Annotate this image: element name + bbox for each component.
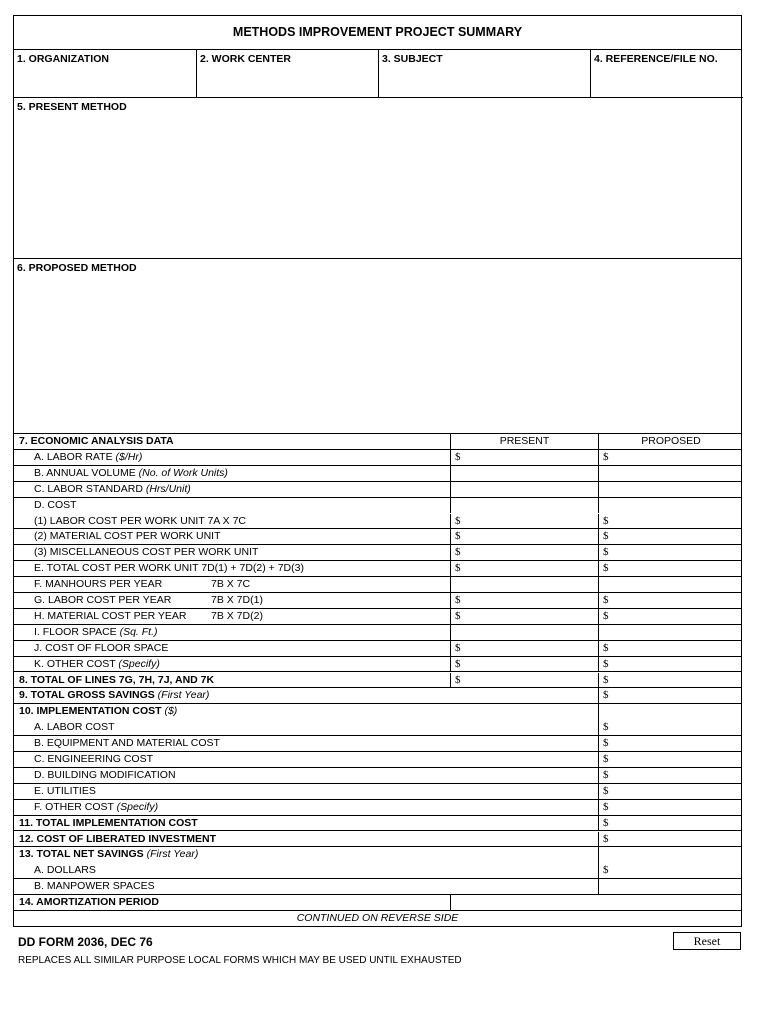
table-row [14,720,741,736]
table-row [14,641,741,657]
proposed-method-label: 6. PROPOSED METHOD [17,262,137,274]
table-row [14,768,741,784]
row-label: B. MANPOWER SPACES [34,880,155,893]
dollar-sign: $ [455,514,461,527]
table-row [14,498,741,514]
work-center-label: 2. WORK CENTER [200,53,292,65]
dollar-sign: $ [603,721,609,734]
reference-box [590,50,743,98]
row-label: I. FLOOR SPACE [34,625,117,638]
amortization-period-input[interactable] [455,896,741,909]
dollar-sign: $ [603,784,609,797]
row-note: (Sq. Ft.) [119,625,158,638]
table-row [14,736,741,752]
dollar-sign: $ [455,609,461,622]
material-cost-year-present-input[interactable] [464,610,596,623]
labor-standard-proposed-input[interactable] [612,483,741,496]
row-label: 8. TOTAL OF LINES 7G, 7H, 7J, AND 7K [19,673,215,686]
row-label: J. COST OF FLOOR SPACE [34,641,169,654]
row-formula: 7B X 7D(1) [211,594,263,606]
impl-other-cost-input[interactable] [612,801,741,814]
subject-field[interactable] [381,68,588,95]
dollar-sign: $ [603,609,609,622]
dollar-sign: $ [455,657,461,670]
row-note: (Hrs/Unit) [145,482,191,495]
table-row [14,673,741,689]
dollar-sign: $ [603,562,609,575]
row-note: (First Year) [146,848,199,861]
table-row [14,450,741,466]
form-number: DD FORM 2036, DEC 76 [18,935,153,949]
table-row [14,879,741,895]
table-row [14,688,741,704]
dollar-sign: $ [603,514,609,527]
dollar-sign: $ [603,816,609,829]
dollar-sign: $ [603,864,609,877]
dollar-sign: $ [603,673,609,686]
proposed-method-box [14,259,741,434]
dollar-sign: $ [455,673,461,686]
dollar-sign: $ [603,737,609,750]
proposed-method-field[interactable] [17,277,738,430]
dollar-sign: $ [603,546,609,559]
present-method-box [14,98,741,259]
table-row [14,816,741,832]
row-note: (No. of Work Units) [138,466,228,479]
row-label: K. OTHER COST [34,657,116,670]
table-row [14,593,741,609]
subject-label: 3. SUBJECT [382,53,443,65]
table-row [14,561,741,577]
total-lines-present-input[interactable] [464,674,596,687]
floor-space-cost-present-input[interactable] [464,642,596,655]
row-label: D. BUILDING MODIFICATION [34,768,176,781]
material-cost-year-proposed-input[interactable] [612,610,741,623]
row-label: (1) LABOR COST PER WORK UNIT 7A X 7C [34,514,246,527]
dollar-sign: $ [455,641,461,654]
row-label: H. MATERIAL COST PER YEAR [34,609,187,622]
dollar-sign: $ [455,530,461,543]
row-label: A. DOLLARS [34,864,96,877]
row-label: A. LABOR RATE [34,450,113,463]
dollar-sign: $ [603,641,609,654]
present-method-field[interactable] [17,116,738,255]
work-center-box [196,50,378,98]
row-formula: 7B X 7C [211,578,251,591]
dollar-sign: $ [603,753,609,765]
labor-rate-proposed-input[interactable] [612,451,741,464]
table-row [14,863,741,879]
row-label: 12. COST OF LIBERATED INVESTMENT [19,832,216,845]
row-note: (Specify) [116,800,159,813]
labor-cost-per-unit-proposed-input[interactable] [612,515,741,528]
net-savings-dollars-input[interactable] [612,864,741,877]
impl-engineering-cost-input[interactable] [612,753,741,766]
dollar-sign: $ [455,594,461,606]
row-label: (2) MATERIAL COST PER WORK UNIT [34,530,221,543]
table-row [14,609,741,625]
dollar-sign: $ [603,594,609,606]
row-note: ($/Hr) [115,450,143,463]
dollar-sign: $ [455,562,461,575]
table-row [14,466,741,482]
dollar-sign: $ [455,546,461,559]
other-cost-present-input[interactable] [464,658,596,671]
labor-cost-year-proposed-input[interactable] [612,594,741,607]
total-lines-proposed-input[interactable] [612,674,741,687]
row-label: E. TOTAL COST PER WORK UNIT 7D(1) + 7D(2) + 7D(3) [34,562,304,575]
row-label: F. MANHOURS PER YEAR [34,578,163,591]
labor-cost-per-unit-present-input[interactable] [464,515,596,528]
row-label: 14. AMORTIZATION PERIOD [19,896,160,909]
row-note: (First Year) [157,689,210,702]
table-row [14,832,741,848]
misc-cost-per-unit-proposed-input[interactable] [612,546,741,559]
row-label: D. COST [34,498,77,511]
row-label: (3) MISCELLANEOUS COST PER WORK UNIT [34,546,259,559]
row-label: 13. TOTAL NET SAVINGS [19,848,144,861]
table-row [14,577,741,593]
labor-rate-present-input[interactable] [464,451,596,464]
proposed-col-header: PROPOSED [598,434,743,449]
impl-equipment-cost-input[interactable] [612,737,741,750]
dollar-sign: $ [603,832,609,845]
table-row [14,482,741,498]
floor-space-cost-proposed-input[interactable] [612,642,741,655]
table-row [14,895,741,911]
manpower-spaces-input[interactable] [612,880,741,893]
table-row [14,529,741,545]
liberated-investment-input[interactable] [612,833,741,846]
table-row [14,800,741,816]
misc-cost-per-unit-present-input[interactable] [464,546,596,559]
row-label: F. OTHER COST [34,800,114,813]
floor-space-proposed-input[interactable] [612,626,741,639]
reference-field[interactable] [593,68,741,95]
dollar-sign: $ [455,450,461,463]
row-formula: 7B X 7D(2) [211,609,263,622]
table-row [14,784,741,800]
row-label: 10. IMPLEMENTATION COST [19,705,162,718]
dollar-sign: $ [603,450,609,463]
row-label: 11. TOTAL IMPLEMENTATION COST [19,816,198,829]
material-cost-per-unit-present-input[interactable] [464,530,596,543]
labor-standard-present-input[interactable] [464,483,596,496]
dollar-sign: $ [603,800,609,813]
labor-cost-year-present-input[interactable] [464,594,596,607]
row-note: (Specify) [118,657,160,670]
table-row [14,514,741,530]
work-center-field[interactable] [199,68,376,95]
continued-note: CONTINUED ON REVERSE SIDE [296,912,459,924]
row-label: C. ENGINEERING COST [34,753,154,765]
reference-label: 4. REFERENCE/FILE NO. [594,53,718,65]
row-label: E. UTILITIES [34,784,96,797]
table-row [14,657,741,673]
dollar-sign: $ [603,657,609,670]
subject-box [378,50,590,98]
econ-title: 7. ECONOMIC ANALYSIS DATA [19,435,174,447]
row-label: 9. TOTAL GROSS SAVINGS [19,689,155,702]
other-cost-proposed-input[interactable] [612,658,741,671]
row-label: G. LABOR COST PER YEAR [34,594,172,606]
row-label: A. LABOR COST [34,721,115,734]
manhours-present-input[interactable] [464,578,596,591]
floor-space-present-input[interactable] [464,626,596,639]
row-note: ($) [164,705,178,718]
dollar-sign: $ [603,530,609,543]
row-label: B. ANNUAL VOLUME [34,466,136,479]
dollar-sign: $ [603,689,609,702]
material-cost-per-unit-proposed-input[interactable] [612,530,741,543]
present-method-label: 5. PRESENT METHOD [17,101,127,113]
econ-header-row [14,434,741,450]
table-row [14,704,741,720]
methods-improvement-form [13,15,742,927]
table-row [14,625,741,641]
gross-savings-input[interactable] [612,689,741,702]
manhours-proposed-input[interactable] [612,578,741,591]
replaces-note: REPLACES ALL SIMILAR PURPOSE LOCAL FORMS WHICH MAY BE USED UNTIL EXHAUSTED [18,955,462,966]
annual-volume-proposed-input[interactable] [612,467,741,480]
organization-field[interactable] [16,68,194,95]
row-label: C. LABOR STANDARD [34,482,143,495]
impl-building-mod-input[interactable] [612,769,741,782]
total-cost-per-unit-present-input[interactable] [464,562,596,575]
reset-button[interactable]: Reset [673,932,741,950]
annual-volume-present-input[interactable] [464,467,596,480]
organization-label: 1. ORGANIZATION [17,53,109,65]
organization-box [14,50,196,98]
row-label: B. EQUIPMENT AND MATERIAL COST [34,737,220,750]
present-col-header: PRESENT [450,434,598,449]
dollar-sign: $ [603,768,609,781]
impl-labor-cost-input[interactable] [612,721,741,734]
impl-utilities-input[interactable] [612,785,741,798]
total-impl-cost-input[interactable] [612,817,741,830]
table-row [14,752,741,768]
table-row [14,545,741,561]
table-row [14,847,741,863]
total-cost-per-unit-proposed-input[interactable] [612,562,741,575]
form-title: METHODS IMPROVEMENT PROJECT SUMMARY [14,16,741,50]
